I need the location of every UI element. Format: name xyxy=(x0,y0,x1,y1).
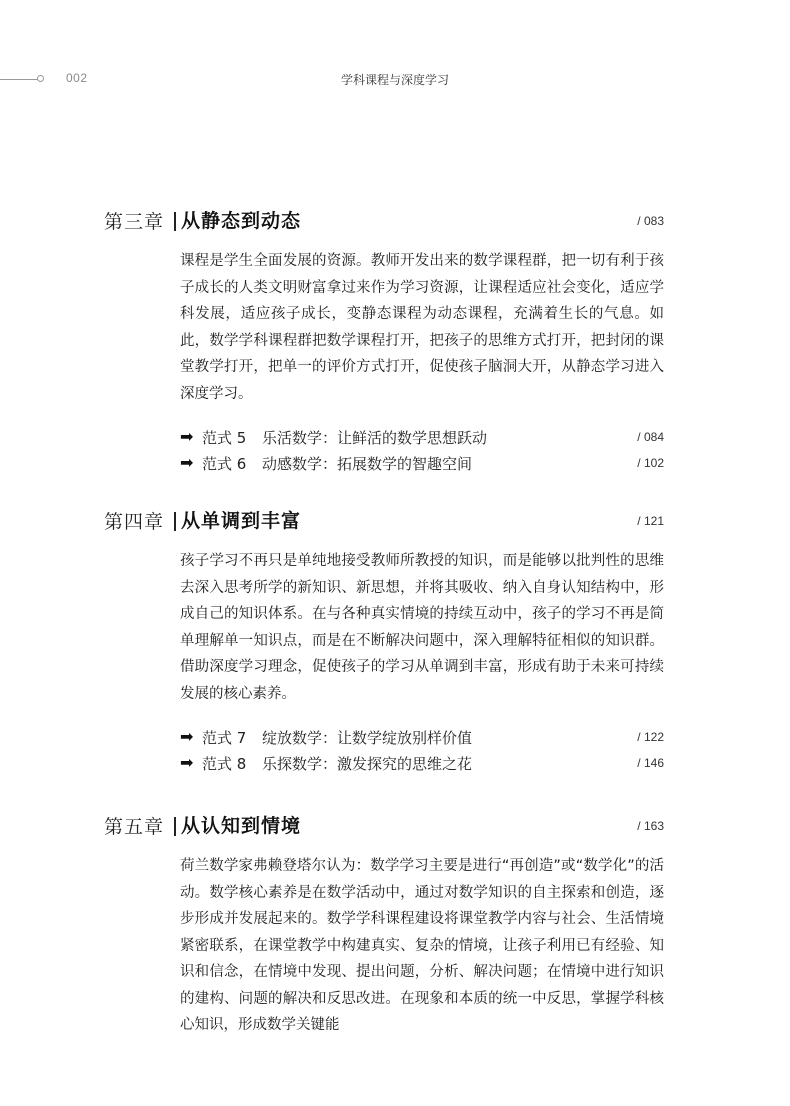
chapter-summary: 孩子学习不再只是单纯地接受教师所教授的知识，而是能够以批判性的思维去深入思考所学的新知识、新思想，并将其吸收、纳入自身认知结构中，形成自己的知识体系。在与各种真实情境的持续互动中，孩子的学习不再是简单理解单一知识点，而是在不断解决问题中，深入理解特征相似的知识群。借助深度学习理念，促使孩子的学习从单调到丰富，形成有助于未来可持续发展的核心素养。 xyxy=(180,553,664,702)
example-item[interactable] xyxy=(180,426,664,452)
chapter-label: 第三章 xyxy=(104,211,165,233)
chapter-heading xyxy=(104,812,664,842)
chapter-3 xyxy=(104,207,664,478)
example-item[interactable] xyxy=(180,452,664,478)
example-item[interactable] xyxy=(180,752,664,778)
example-list xyxy=(104,426,664,478)
running-title: 学科课程与深度学习 xyxy=(340,73,449,87)
example-list xyxy=(104,726,664,778)
chapter-title: 从静态到动态 xyxy=(181,210,302,232)
example-page: / 084 xyxy=(637,430,664,444)
example-label: 范式 7 xyxy=(202,729,247,747)
chapter-divider xyxy=(174,212,176,231)
example-page: / 146 xyxy=(637,756,664,770)
chapter-summary: 课程是学生全面发展的资源。教师开发出来的数学课程群，把一切有利于孩子成长的人类文明财富拿过来作为学习资源，让课程适应社会变化，适应学科发展，适应孩子成长，变静态课程为动态课程，充满着生长的气息。如此，数学学科课程群把数学课程打开，把孩子的思维方式打开，把封闭的课堂教学打开，把单一的评价方式打开，促使孩子脑洞大开，从静态学习进入深度学习。 xyxy=(180,253,664,402)
chapter-page: / 083 xyxy=(637,214,664,228)
example-label: 范式 6 xyxy=(202,455,247,473)
chapter-label: 第四章 xyxy=(104,511,165,533)
page-number: 002 xyxy=(66,71,88,85)
chapter-heading xyxy=(104,207,664,237)
chapter-heading xyxy=(104,507,664,537)
example-page: / 102 xyxy=(637,456,664,470)
example-label: 范式 5 xyxy=(202,429,247,447)
example-title: 乐探数学：激发探究的思维之花 xyxy=(262,755,473,773)
example-item[interactable] xyxy=(180,726,664,752)
chapter-summary: 荷兰数学家弗赖登塔尔认为：数学学习主要是进行“再创造”或“数学化”的活动。数学核心素养是在数学活动中，通过对数学知识的自主探索和创造，逐步形成并发展起来的。数学学科课程建设将课堂教学内容与社会、生活情境紧密联系，在课堂教学中构建真实、复杂的情境，让孩子利用已有经验、知识和信念，在情境中发现、提出问题，分析、解决问题；在情境中进行知识的建构、问题的解决和反思改进。在现象和本质的统一中反思，掌握学科核心知识，形成数学关键能 xyxy=(180,858,664,1033)
chapter-page: / 121 xyxy=(637,514,664,528)
chapter-divider xyxy=(174,512,176,531)
arrow-right-icon: ➡ xyxy=(180,453,194,472)
chapter-divider xyxy=(174,817,176,836)
example-title: 绽放数学：让数学绽放别样价值 xyxy=(262,729,473,747)
example-label: 范式 8 xyxy=(202,755,247,773)
arrow-right-icon: ➡ xyxy=(180,753,194,772)
chapter-5 xyxy=(104,812,664,1039)
arrow-right-icon: ➡ xyxy=(180,727,194,746)
arrow-right-icon: ➡ xyxy=(180,427,194,446)
example-title: 动感数学：拓展数学的智趣空间 xyxy=(262,455,473,473)
chapter-title: 从单调到丰富 xyxy=(181,510,302,532)
chapter-title: 从认知到情境 xyxy=(181,815,302,837)
example-page: / 122 xyxy=(637,730,664,744)
chapter-4 xyxy=(104,507,664,778)
example-title: 乐活数学：让鲜活的数学思想跃动 xyxy=(262,429,488,447)
chapter-page: / 163 xyxy=(637,819,664,833)
chapter-label: 第五章 xyxy=(104,816,165,838)
